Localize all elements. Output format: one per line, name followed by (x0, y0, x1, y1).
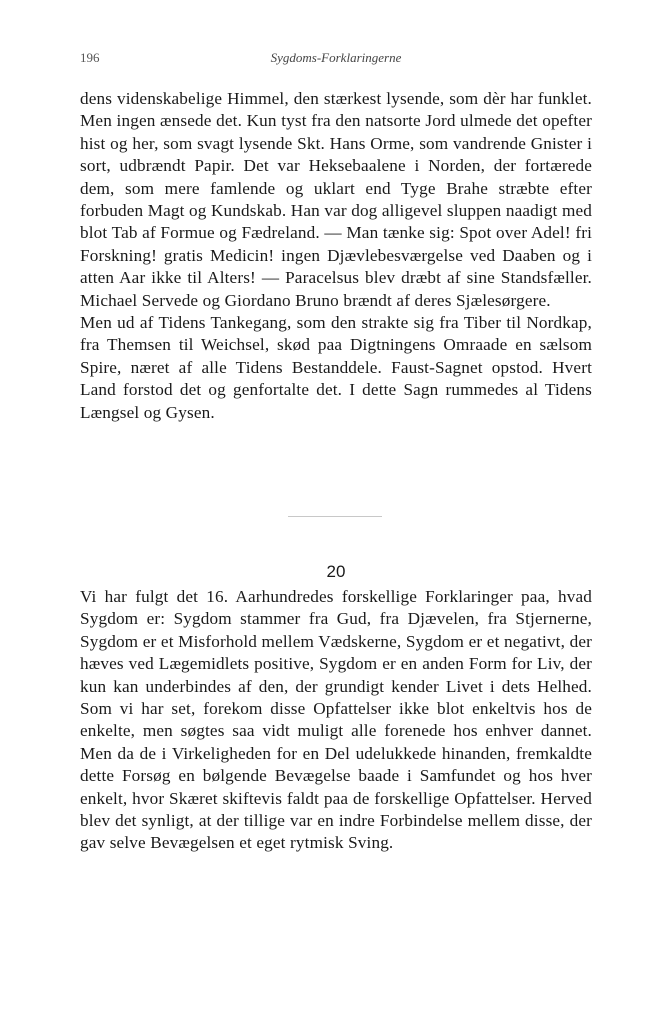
paragraph: Men ud af Tidens Tankegang, som den strakte sig fra Tiber til Nordkap, fra Themsen til Weichsel, skød paa Digtningens Omraade en sælsom Spire, næret af alle Tidens Bestanddele. Faust-Sagnet opstod. Hvert Land forstod det og genfortalte det. I dette Sagn rummedes al Tidens Længsel og Gysen. (80, 313, 592, 422)
text-block-section-one (80, 88, 592, 424)
running-head (80, 50, 592, 70)
text-block-section-two (80, 586, 592, 855)
paragraph: dens videnskabelige Himmel, den stærkest lysende, som dèr har funklet. Men ingen ænsede det. Kun tyst fra den natsorte Jord ulmede det opefter hist og her, som svagt lysende Skt. Hans Orme, som vandrende Gnister i sort, udbrændt Papir. Det var Heksebaalene i Norden, der fortærede dem, som mere famlende og uklart end Tyge Brahe stræbte efter forbuden Magt og Kundskab. Han var dog alligevel sluppen naadigt med blot Tab af Formue og Fædreland. — Man tænke sig: Spot over Adel! fri Forskning! gratis Medicin! ingen Djævlebesværgelse ved Daaben og i atten Aar ikke til Alters! — Paracelsus blev dræbt af sine Standsfæller. Michael Servede og Giordano Bruno brændt af deres Sjælesørgere. (80, 89, 592, 310)
section-divider (288, 516, 382, 517)
section-number: 20 (326, 562, 346, 581)
page-number: 196 (80, 50, 100, 65)
running-title: Sygdoms-Forklaringerne (270, 50, 402, 65)
paragraph: Vi har fulgt det 16. Aarhundredes forskellige Forklaringer paa, hvad Sygdom er: Sygdom stammer fra Gud, fra Djævelen, fra Stjernerne, Sygdom er et Misforhold mellem Vædskerne, Sygdom er et negativt, der hæves ved Lægemidlets positive, Sygdom er en anden Form for Liv, der kun kan underbindes af den, der grundigt kender Livet i dets Helhed. Som vi har set, forekom disse Opfattelser ikke blot enkeltvis hos de enkelte, men søgtes saa vidt muligt alle forenede hos enhver dannet. Men da de i Virkeligheden for en Del udelukkede hinanden, fremkaldte dette Forsøg en bølgende Bevægelse baade i Samfundet og hos hver enkelt, hvor Skæret skiftevis faldt paa de forskellige Opfattelser. Herved blev det synligt, at der tillige var en indre Forbindelse mellem disse, der gav selve Bevægelsen et eget rytmisk Sving. (80, 587, 592, 853)
